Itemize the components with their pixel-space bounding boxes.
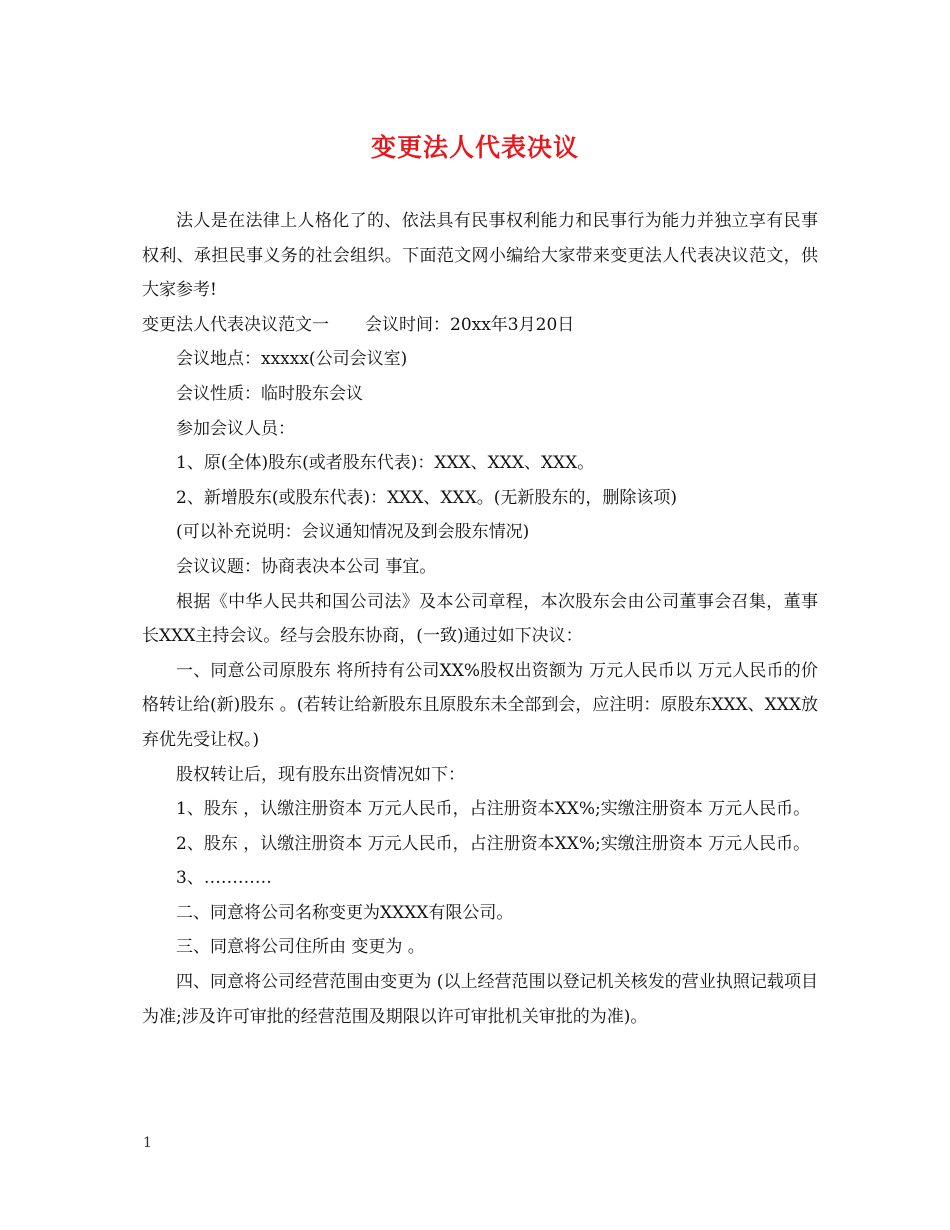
paragraph-legal-basis: 根据《中华人民共和国公司法》及本公司章程，本次股东会由公司董事会召集，董事长XXX主持会议。经与会股东协商，(一致)通过如下决议：: [142, 591, 818, 647]
paragraph-resolution-2: 二、同意将公司名称变更为XXXX有限公司。: [176, 902, 514, 923]
paragraph-capital-intro: 股权转让后，现有股东出资情况如下：: [176, 764, 465, 785]
paragraph-original-shareholders: 1、原(全体)股东(或者股东代表)：XXX、XXX、XXX。: [176, 453, 595, 474]
page-number: 1: [143, 1135, 152, 1151]
document-title: 变更法人代表决议: [370, 133, 579, 162]
meeting-time: 会议时间：20xx年3月20日: [365, 314, 575, 335]
paragraph-supplement-note: (可以补充说明：会议通知情况及到会股东情况): [176, 522, 530, 543]
paragraph-agenda: 会议议题：协商表决本公司 事宜。: [176, 556, 437, 577]
paragraph-shareholder-1: 1、股东 ，认缴注册资本 万元人民币，占注册资本XX%;实缴注册资本 万元人民币。: [176, 799, 811, 820]
paragraph-shareholder-2: 2、股东 ，认缴注册资本 万元人民币，占注册资本XX%;实缴注册资本 万元人民币。: [176, 833, 811, 854]
paragraph-attendees: 参加会议人员：: [176, 418, 295, 439]
paragraph-shareholder-3: 3、…………: [176, 868, 272, 889]
paragraph-resolution-3: 三、同意将公司住所由 变更为 。: [176, 937, 425, 958]
paragraph-resolution-4: 四、同意将公司经营范围由变更为 (以上经营范围以登记机关核发的营业执照记载项目为准;涉及许可审批的经营范围及期限以许可审批机关审批的为准)。: [142, 972, 818, 1027]
paragraph-resolution-1: 一、同意公司原股东 将所持有公司XX%股权出资额为 万元人民币以 万元人民币的价格转让给(新)股东 。(若转让给新股东且原股东未全部到会，应注明：原股东XXX、XXX放弃优先受让权。): [142, 660, 818, 750]
section-heading-line: [142, 308, 818, 343]
section-heading: 变更法人代表决议范文一: [142, 314, 329, 335]
paragraph-meeting-location: 会议地点：xxxxx(公司会议室): [176, 349, 408, 370]
document-body: [142, 204, 818, 1034]
paragraph-new-shareholders: 2、新增股东(或股东代表)：XXX、XXX。(无新股东的，删除该项): [176, 487, 677, 508]
paragraph-meeting-nature: 会议性质：临时股东会议: [176, 383, 363, 404]
intro-paragraph: 法人是在法律上人格化了的、依法具有民事权利能力和民事行为能力并独立享有民事权利、承担民事义务的社会组织。下面范文网小编给大家带来变更法人代表决议范文，供大家参考!: [142, 211, 818, 301]
